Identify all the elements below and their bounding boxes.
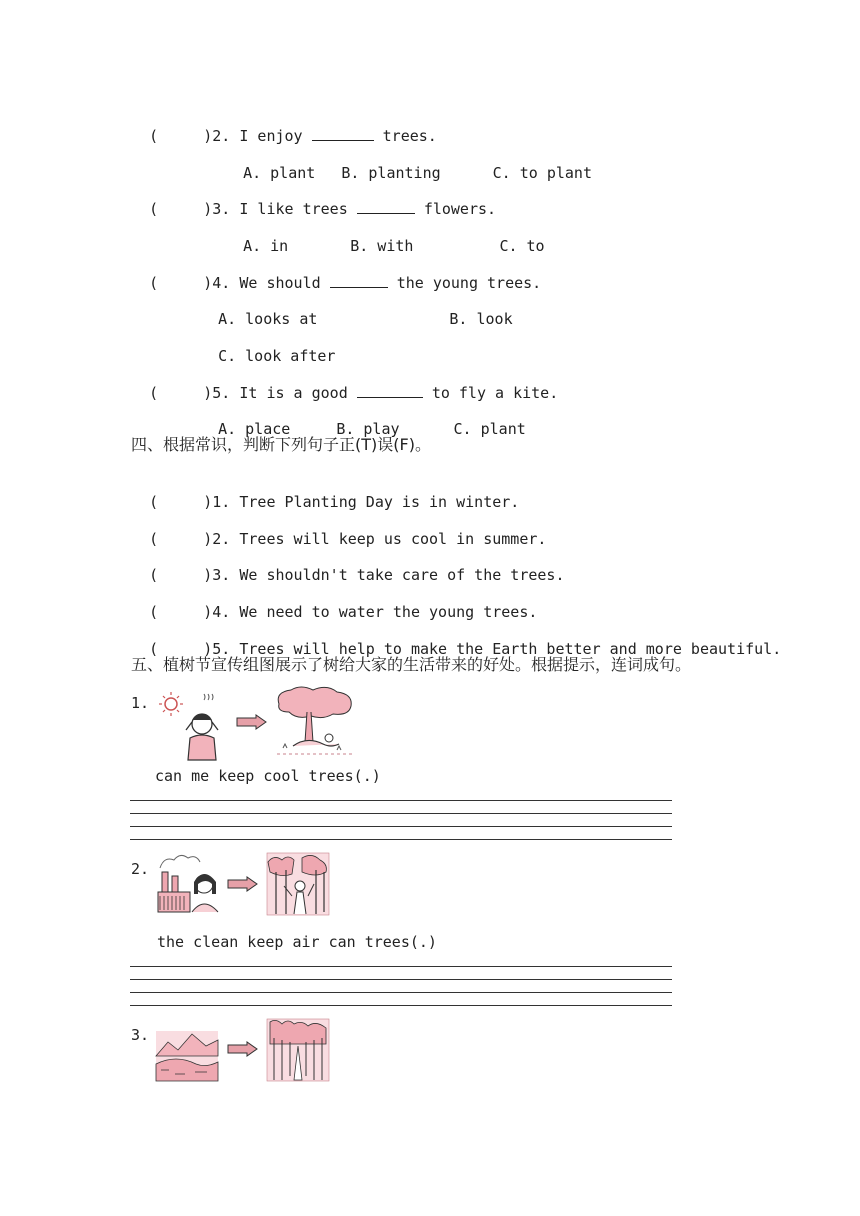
option-a: A. in bbox=[243, 237, 289, 255]
writing-line[interactable] bbox=[130, 826, 672, 827]
option-a: A. place bbox=[218, 420, 291, 438]
answer-blank[interactable] bbox=[330, 273, 388, 288]
writing-line[interactable] bbox=[130, 979, 672, 980]
bare-landscape-icon bbox=[155, 1030, 219, 1082]
option-b: B. look bbox=[449, 310, 513, 328]
tf-item-2: ( )2. Trees will keep us cool in summer. bbox=[149, 530, 547, 548]
item-5-2-number: 2. bbox=[131, 860, 150, 878]
writing-line[interactable] bbox=[130, 966, 672, 967]
tf-item-5: ( )5. Trees will help to make the Earth better and more beautiful. bbox=[149, 640, 782, 658]
tree-lined-road-icon bbox=[266, 1018, 330, 1082]
arrow-right-icon bbox=[227, 1041, 259, 1057]
tf-item-3: ( )3. We shouldn't take care of the trees. bbox=[149, 566, 565, 584]
option-a: A. looks at bbox=[218, 310, 318, 328]
answer-blank[interactable] bbox=[312, 126, 374, 141]
options-3-5 bbox=[200, 399, 526, 439]
prompt-5-2: the clean keep air can trees(.) bbox=[157, 933, 437, 951]
writing-line[interactable] bbox=[130, 813, 672, 814]
arrow-right-icon bbox=[227, 876, 259, 892]
prompt-5-1: can me keep cool trees(.) bbox=[155, 767, 381, 785]
options-3-2 bbox=[225, 143, 592, 183]
arrow-right-icon bbox=[236, 714, 268, 730]
question-3-4: ( )4. We should the young trees. bbox=[149, 274, 542, 292]
tf-item-4: ( )4. We need to water the young trees. bbox=[149, 603, 538, 621]
option-c: C. plant bbox=[453, 420, 526, 438]
writing-line[interactable] bbox=[130, 839, 672, 840]
section-4-heading: 四、根据常识，判断下列句子正(T)误(F)。 bbox=[131, 435, 431, 454]
writing-line[interactable] bbox=[130, 800, 672, 801]
option-c: C. to plant bbox=[492, 164, 592, 182]
question-3-3: ( )3. I like trees flowers. bbox=[149, 200, 497, 218]
tf-item-1: ( )1. Tree Planting Day is in winter. bbox=[149, 493, 520, 511]
hot-sun-sweating-boy-icon bbox=[156, 690, 226, 762]
options-3-4-row1 bbox=[200, 289, 513, 329]
section-5-heading: 五、植树节宣传组图展示了树给大家的生活带来的好处。根据提示，连词成句。 bbox=[131, 655, 692, 674]
question-3-2: ( )2. I enjoy trees. bbox=[149, 127, 437, 145]
options-3-3 bbox=[225, 216, 545, 256]
item-5-3-number: 3. bbox=[131, 1026, 150, 1044]
writing-line[interactable] bbox=[130, 992, 672, 993]
option-b: B. with bbox=[350, 237, 414, 255]
question-3-5: ( )5. It is a good to fly a kite. bbox=[149, 384, 559, 402]
option-c: C. look after bbox=[218, 347, 336, 365]
option-b: B. play bbox=[336, 420, 400, 438]
resting-under-tree-icon bbox=[273, 686, 357, 760]
boy-in-forest-icon bbox=[266, 852, 330, 916]
writing-line[interactable] bbox=[130, 1005, 672, 1006]
item-5-1-number: 1. bbox=[131, 694, 150, 712]
options-3-4-row2 bbox=[200, 326, 335, 366]
answer-blank[interactable] bbox=[357, 199, 415, 214]
factory-smoke-girl-icon bbox=[156, 852, 222, 914]
option-c: C. to bbox=[499, 237, 545, 255]
option-a: A. plant bbox=[243, 164, 316, 182]
answer-blank[interactable] bbox=[357, 383, 423, 398]
option-b: B. planting bbox=[341, 164, 441, 182]
